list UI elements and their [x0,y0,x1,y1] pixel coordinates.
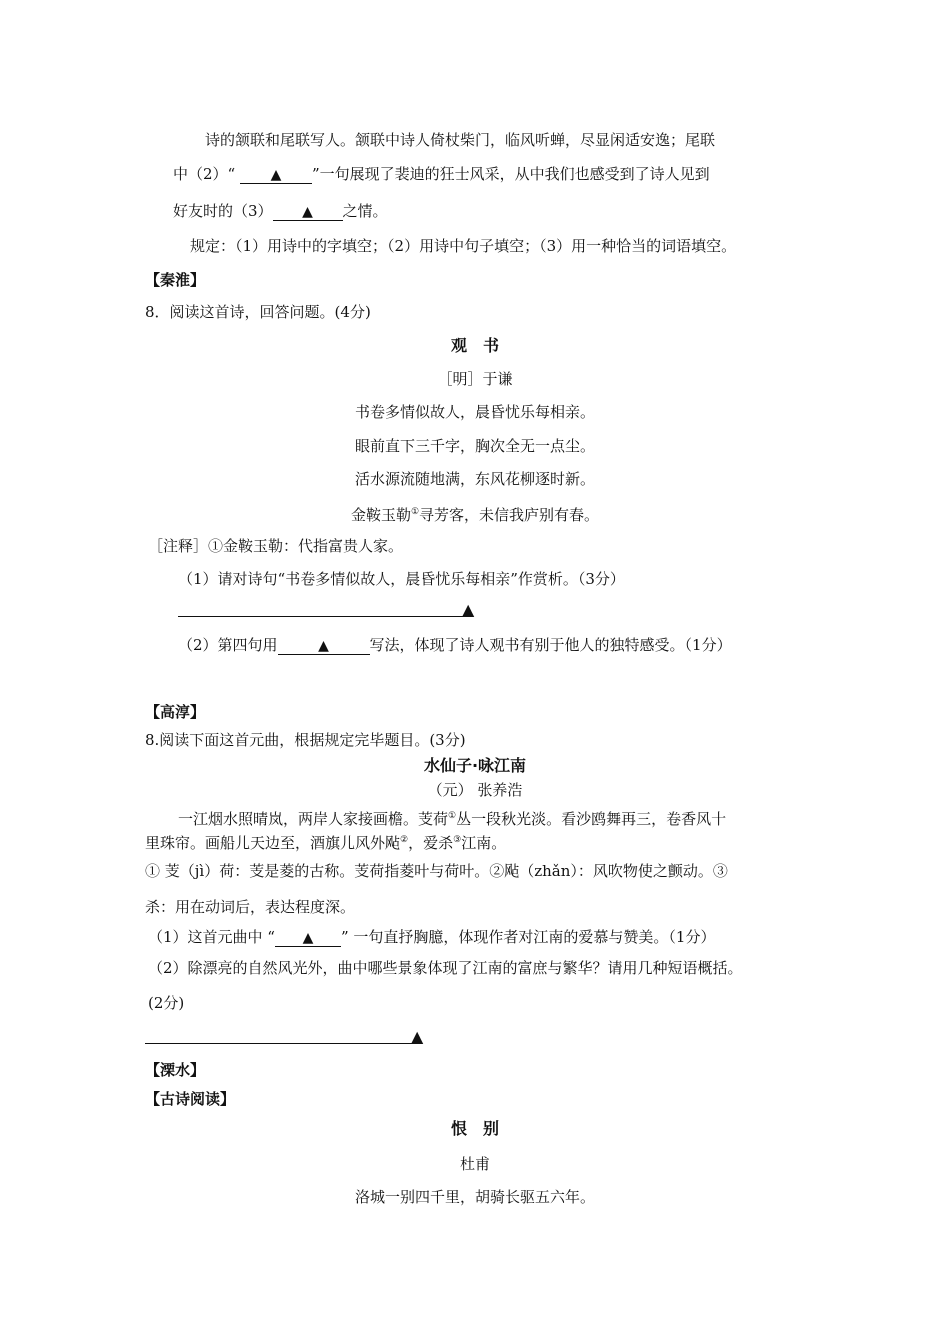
question-score: (2分) [148,994,185,1012]
poem-line: 活水源流随地满，东风花柳逐时新。 [354,470,595,488]
section-tag-qinhuai: 【秦淮】 [145,271,206,289]
footnote-mark: ① [448,811,457,821]
footnote-mark: ② [400,835,409,845]
song-note: 杀：用在动词后，表达程度深。 [145,898,356,916]
poem-line: 金鞍玉勒①寻芳客，未信我庐别有春。 [350,506,600,524]
triangle-icon: ▲ [270,167,282,183]
triangle-icon: ▲ [411,1027,424,1046]
poem-title: 观 书 [450,336,499,355]
question-item: （2）第四句用 ▲ 写法，体现了诗人观书有别于他人的独特感受。（1分） [178,636,732,654]
fill-blank[interactable] [278,637,370,655]
triangle-icon: ▲ [318,638,329,654]
triangle-icon: ▲ [302,930,314,946]
paragraph-line: 诗的颔联和尾联写人。颔联中诗人倚杖柴门，临风听蝉，尽显闲适安逸；尾联 [205,131,716,149]
fill-blank[interactable] [275,929,341,947]
triangle-icon: ▲ [302,204,313,220]
footnote-mark: ① [410,507,420,517]
song-title: 水仙子·咏江南 [423,756,527,775]
poem-note: ［注释］①金鞍玉勒：代指富贵人家。 [148,537,404,555]
song-body-line: 里珠帘。画船儿天边至，酒旗儿风外飐②，爱杀③江南。 [145,834,507,852]
footnote-mark: ③ [453,835,462,845]
paragraph-line: 好友时的（3） ▲ 之情。 [173,202,388,220]
question-item: （2）除漂亮的自然风光外，曲中哪些景象体现了江南的富庶与繁华？请用几种短语概括。 [148,959,743,977]
poem-line: 洛城一别四千里，胡骑长驱五六年。 [354,1188,595,1206]
triangle-icon: ▲ [462,600,475,619]
question-heading: 8.阅读下面这首元曲，根据规定完毕题目。(3分) [145,731,466,749]
poem-line: 书卷多情似故人，晨昏忧乐每相亲。 [354,403,595,421]
song-note: ① 芰（jì）荷：芰是菱的古称。芰荷指菱叶与荷叶。②飐（zhǎn）：风吹物使之颤动。③ [145,862,728,880]
fill-blank[interactable] [273,203,343,221]
poem-title: 恨 别 [450,1119,499,1138]
poem-line: 眼前直下三千字，胸次全无一点尘。 [354,437,595,455]
paragraph-line: 中（2）“ ▲ ”一句展现了裴迪的狂士风采，从中我们也感受到了诗人见到 [173,165,710,183]
section-tag-lishui: 【溧水】 [145,1061,206,1079]
song-body-line: 一江烟水照晴岚，两岸人家接画檐。芰荷①丛一段秋光淡。看沙鸥舞再三，卷香风十 [178,810,727,828]
question-item: （1）请对诗句“书卷多情似故人，晨昏忧乐每相亲”作赏析。（3分） [178,570,625,588]
song-author: （元） 张养浩 [427,781,523,799]
fill-blank[interactable] [240,166,312,184]
section-heading: 【古诗阅读】 [145,1090,236,1108]
poem-author: 杜甫 [459,1155,490,1173]
section-tag-gaochun: 【高淳】 [145,703,206,721]
rule-text: 规定：（1）用诗中的字填空；（2）用诗中句子填空；（3）用一种恰当的词语填空。 [190,237,737,255]
question-heading: 8．阅读这首诗，回答问题。(4分) [145,303,371,321]
answer-line[interactable] [178,616,464,617]
answer-line[interactable] [145,1043,413,1044]
question-item: （1）这首元曲中 “ ▲ ” 一句直抒胸臆，体现作者对江南的爱慕与赞美。（1分） [148,928,716,946]
poem-author: ［明］于谦 [437,370,513,388]
